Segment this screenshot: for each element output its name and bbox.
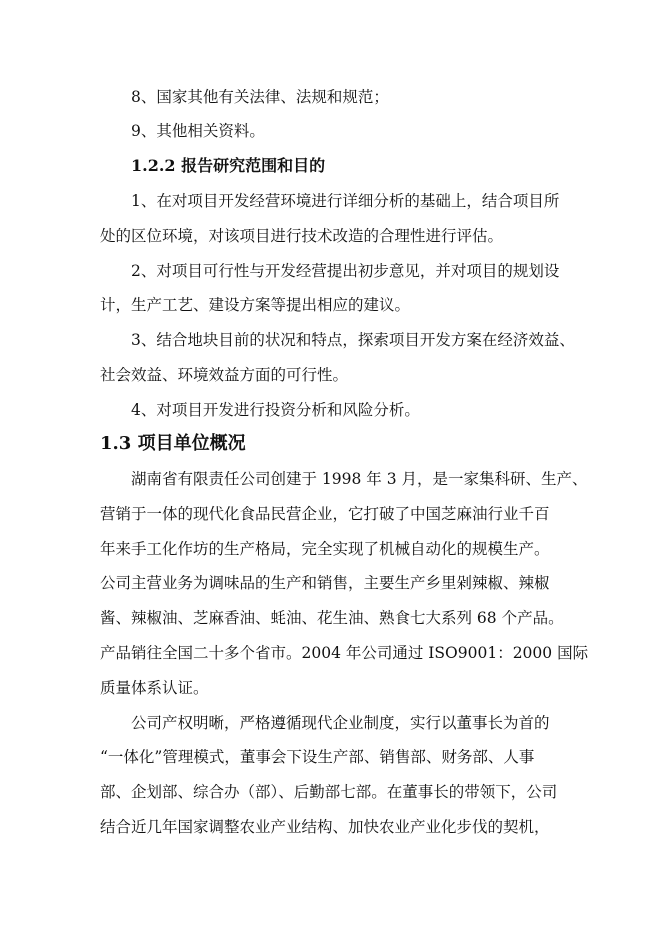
- section-heading-1-3: 1.3 项目单位概况: [100, 433, 246, 454]
- paragraph-line: 结合近几年国家调整农业产业结构、加快农业产业化步伐的契机，: [100, 818, 550, 836]
- paragraph-line: 1、在对项目开发经营环境进行详细分析的基础上，结合项目所: [131, 192, 560, 210]
- paragraph-line: 营销于一体的现代化食品民营企业，它打破了中国芝麻油行业千百: [100, 505, 550, 523]
- paragraph-line: “一体化”管理模式，董事会下设生产部、销售部、财务部、人事: [100, 748, 535, 766]
- paragraph-line: 3、结合地块目前的状况和特点，探索项目开发方案在经济效益、: [131, 331, 575, 349]
- paragraph-line: 质量体系认证。: [100, 679, 209, 697]
- paragraph-line: 年来手工化作坊的生产格局，完全实现了机械自动化的规模生产。: [100, 540, 550, 558]
- paragraph-line: 公司主营业务为调味品的生产和销售，主要生产乡里剁辣椒、辣椒: [100, 574, 550, 592]
- section-heading-1-2-2: 1.2.2 报告研究范围和目的: [131, 156, 326, 175]
- paragraph-line: 计，生产工艺、建设方案等提出相应的建议。: [100, 296, 411, 314]
- paragraph-line: 产品销往全国二十多个省市。2004 年公司通过 ISO9001：2000 国际: [100, 644, 589, 662]
- paragraph-line: 部、企划部、综合办（部）、后勤部七部。在董事长的带领下，公司: [100, 783, 558, 801]
- paragraph-line: 酱、辣椒油、芝麻香油、蚝油、花生油、熟食七大系列 68 个产品。: [100, 609, 564, 627]
- list-item-9: 9、其他相关资料。: [131, 122, 265, 140]
- paragraph-line: 公司产权明晰，严格遵循现代企业制度，实行以董事长为首的: [131, 714, 550, 732]
- paragraph-line: 处的区位环境，对该项目进行技术改造的合理性进行评估。: [100, 227, 504, 245]
- paragraph-line: 社会效益、环境效益方面的可行性。: [100, 366, 349, 384]
- paragraph-line: 2、对项目可行性与开发经营提出初步意见，并对项目的规划设: [131, 262, 560, 280]
- paragraph-line: 4、对项目开发进行投资分析和风险分析。: [131, 401, 420, 419]
- paragraph-line: 湖南省有限责任公司创建于 1998 年 3 月，是一家集科研、生产、: [131, 470, 588, 488]
- list-item-8: 8、国家其他有关法律、法规和规范；: [131, 88, 389, 106]
